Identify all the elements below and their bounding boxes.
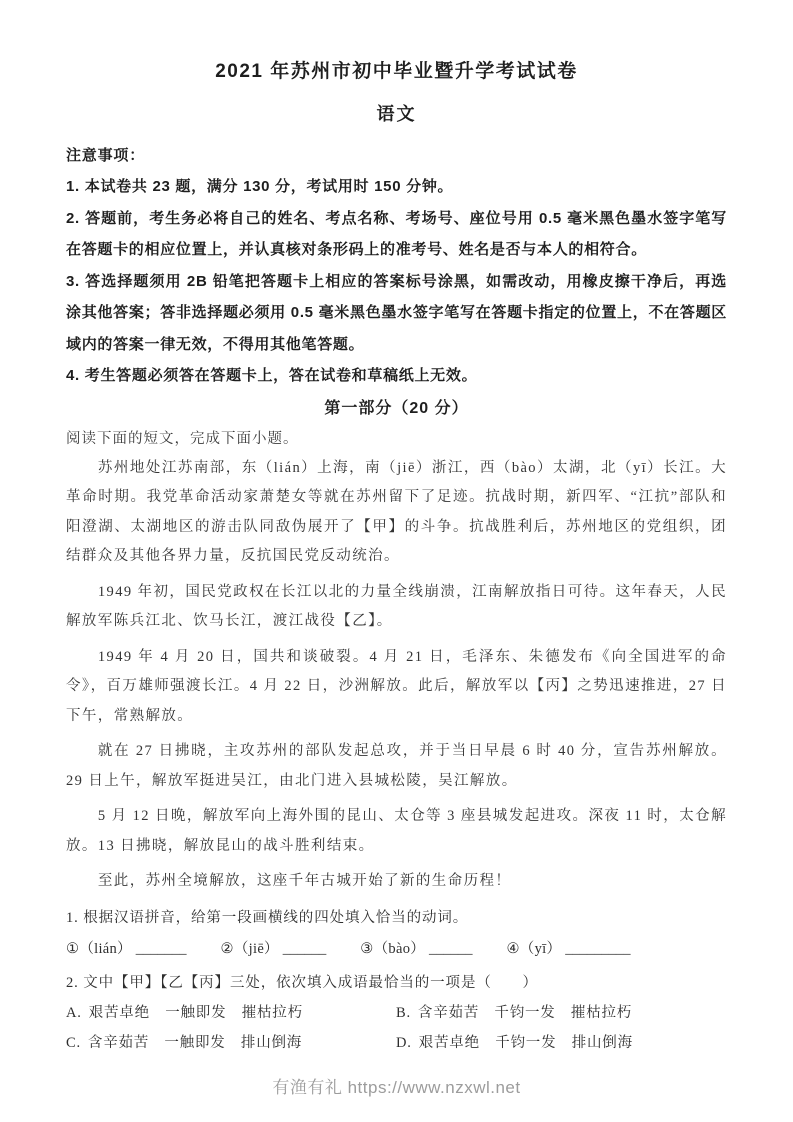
circled-number-2: ② xyxy=(220,940,234,957)
pinyin-blank-item-3 xyxy=(360,933,472,966)
pinyin-blank-item-2 xyxy=(221,933,327,966)
option-d-key: D. xyxy=(396,1035,412,1051)
passage-paragraph-3: 1949 年 4 月 20 日，国共和谈破裂。4 月 21 日，毛泽东、朱德发布《向全国进军的命令》，百万雄师强渡长江。4 月 22 日，沙洲解放。此后，解放军以【丙】之势迅速推进，27 日下午，常熟解放。 xyxy=(66,648,727,724)
pinyin-text-3: （bào） xyxy=(373,940,426,957)
footer-watermark-link[interactable]: 有渔有礼 https://www.nzxwl.net xyxy=(272,1078,521,1097)
option-c xyxy=(66,1028,396,1059)
notice-item-3: 3. 答选择题须用 2B 铅笔把答题卡上相应的答案标号涂黑，如需改动，用橡皮擦干净后，再选涂其他答案；答非选择题必须用 0.5 毫米黑色墨水签字笔写在答题卡指定的位置上，不在答题区域内的答案一律无效，不得用其他笔答题。 xyxy=(66,272,727,353)
notices-heading: 注意事项： xyxy=(66,147,146,164)
reading-passage xyxy=(66,454,727,897)
option-c-key: C. xyxy=(66,1035,81,1051)
passage-paragraph-5: 5 月 12 日晚，解放军向上海外围的昆山、太仓等 3 座县城发起进攻。深夜 11 时，太仓解放。13 日拂晓，解放昆山的战斗胜利结束。 xyxy=(66,808,727,854)
options-grid xyxy=(66,998,727,1059)
question-1-label: 1. 根据汉语拼音，给第一段画横线的四处填入恰当的动词。 xyxy=(66,909,469,926)
circled-number-4: ④ xyxy=(506,940,520,957)
notice-item-1: 1. 本试卷共 23 题，满分 130 分，考试用时 150 分钟。 xyxy=(66,178,454,195)
option-b-text: 含辛茹苦 千钧一发 摧枯拉朽 xyxy=(417,1004,633,1021)
notice-item-2: 2. 答题前，考生务必将自己的姓名、考点名称、考场号、座位号用 0.5 毫米黑色墨水签字笔写在答题卡的相应位置上，并认真核对条形码上的准考号、姓名是否与本人的相符合。 xyxy=(66,209,727,258)
pinyin-blank-item-4 xyxy=(506,933,630,966)
question-2-label: 2. 文中【甲】【乙【丙】三处，依次填入成语最恰当的一项是（ ） xyxy=(66,974,538,991)
option-a xyxy=(66,998,396,1029)
answer-blank-line-3: ______ xyxy=(428,940,473,957)
notices-section xyxy=(66,140,727,392)
page-footer xyxy=(0,1073,793,1098)
option-b-key: B. xyxy=(396,1004,411,1021)
option-a-key: A. xyxy=(66,1004,82,1021)
option-d xyxy=(396,1028,727,1059)
pinyin-blank-item-1 xyxy=(66,933,187,966)
pinyin-text-1: （lián） xyxy=(79,940,132,957)
answer-blank-line-4: _________ xyxy=(565,940,631,957)
pinyin-blanks-row xyxy=(66,933,727,966)
option-c-text: 含辛茹苦 一触即发 排山倒海 xyxy=(87,1035,303,1051)
circled-number-3: ③ xyxy=(360,940,374,957)
answer-blank-line-1: _______ xyxy=(135,940,187,957)
reading-instruction: 阅读下面的短文，完成下面小题。 xyxy=(66,430,299,447)
part-one-heading: 第一部分（20 分） xyxy=(324,399,469,417)
pinyin-text-4: （yī） xyxy=(519,940,562,957)
option-d-text: 艰苦卓绝 千钧一发 排山倒海 xyxy=(418,1035,633,1051)
passage-paragraph-4: 就在 27 日拂晓，主攻苏州的部队发起总攻，并于当日早晨 6 时 40 分，宣告苏州解放。29 日上午，解放军挺进吴江，由北门进入县城松陵，吴江解放。 xyxy=(66,743,727,789)
passage-paragraph-6: 至此，苏州全境解放，这座千年古城开始了新的生命历程！ xyxy=(97,873,512,889)
answer-blank-line-2: ______ xyxy=(282,940,327,957)
circled-number-1: ① xyxy=(66,940,80,957)
passage-paragraph-2: 1949 年初，国民党政权在长江以北的力量全线崩溃，江南解放指日可待。这年春天，人民解放军陈兵江北、饮马长江，渡江战役【乙】。 xyxy=(66,583,727,629)
exam-subject: 语文 xyxy=(376,104,417,124)
option-b xyxy=(396,998,727,1029)
pinyin-text-2: （jiē） xyxy=(233,940,279,957)
notice-item-4: 4. 考生答题必须答在答题卡上，答在试卷和草稿纸上无效。 xyxy=(66,367,478,384)
exam-title: 2021 年苏州市初中毕业暨升学考试试卷 xyxy=(215,61,578,82)
passage-paragraph-1: 苏州地处江苏南部，东（lián）上海，南（jiē）浙江，西（bào）太湖，北（yī）长江。大革命时期。我党革命活动家萧楚女等就在苏州留下了足迹。抗战时期，新四军、“江抗”部队和阳澄湖、太湖地区的游击队同敌伪展开了【甲】的斗争。抗战胜利后，苏州地区的党组织，团结群众及其他各界力量，反抗国民党反动统治。 xyxy=(66,459,727,564)
option-a-text: 艰苦卓绝 一触即发 摧枯拉朽 xyxy=(88,1004,303,1021)
